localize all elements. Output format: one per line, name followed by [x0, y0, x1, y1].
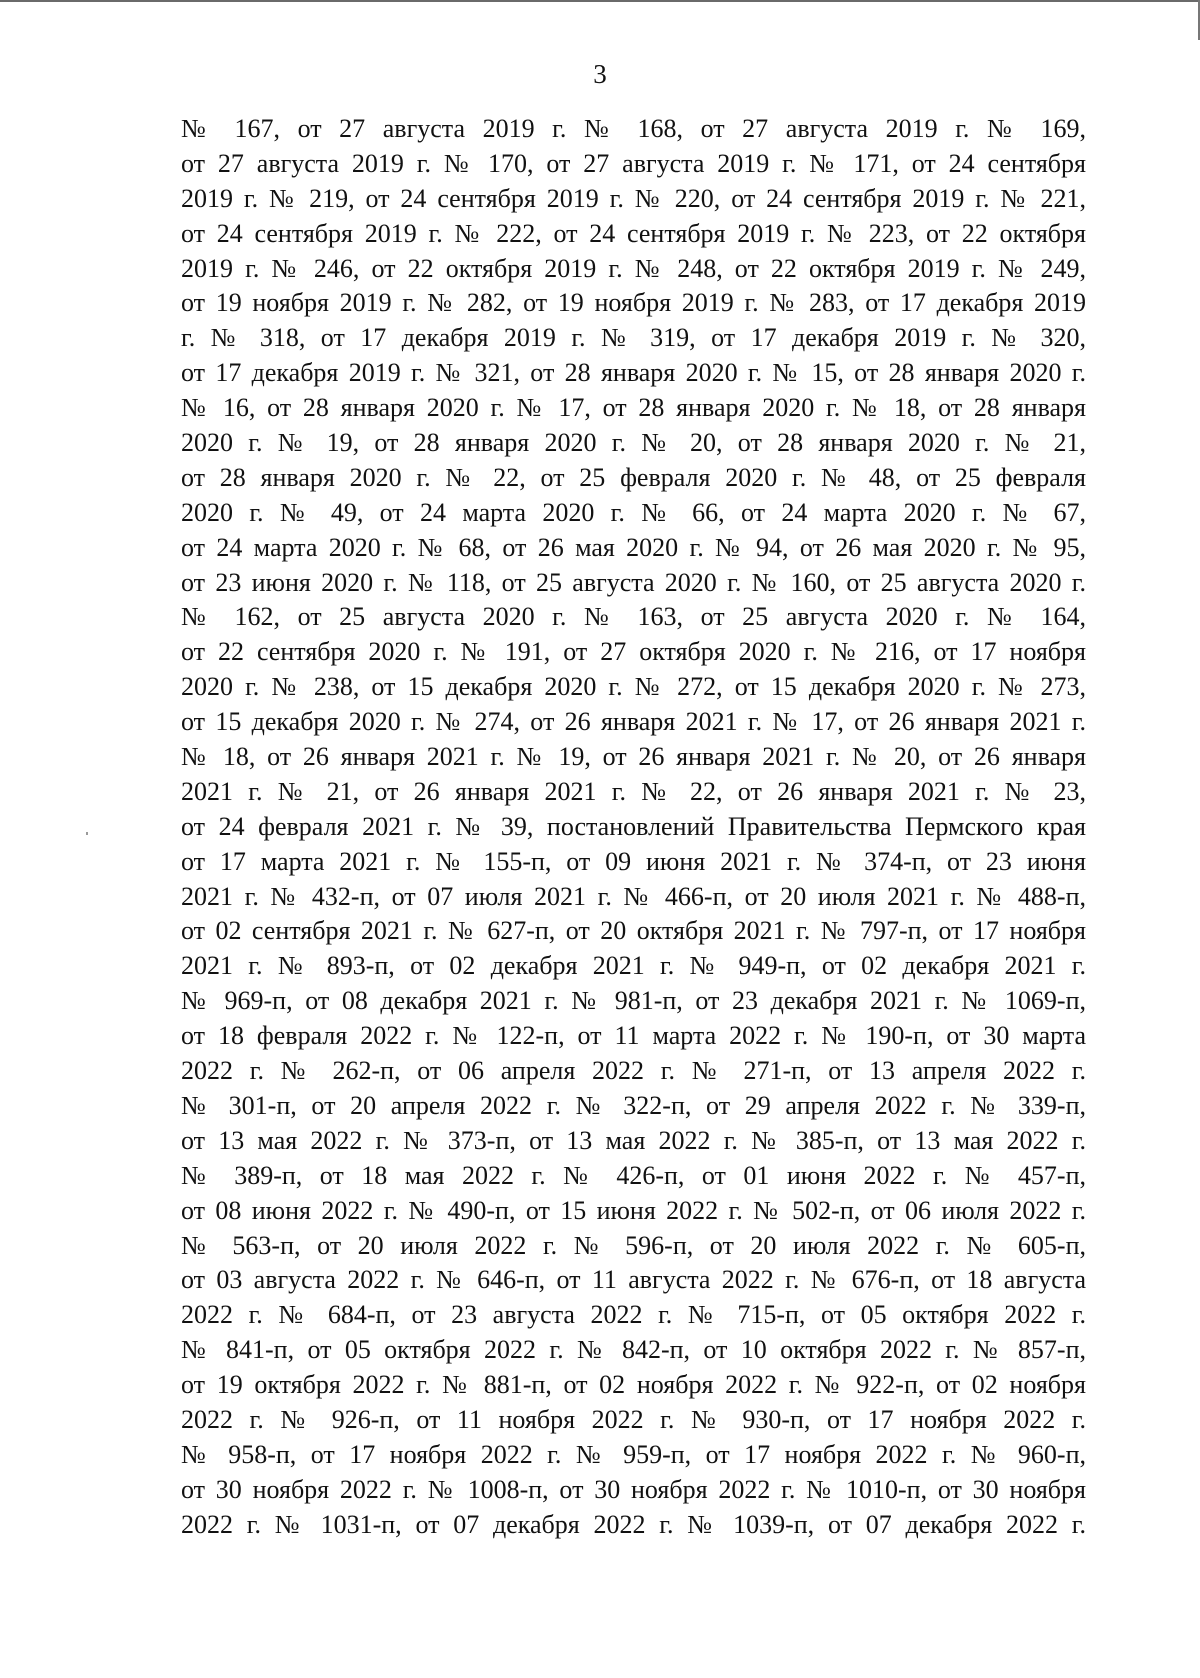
- text-line-content: от 17 декабря 2019 г. № 321, от 28 января 2020 г. № 15, от 28 января 2020 г.: [181, 358, 1086, 388]
- text-line-content: от 15 декабря 2020 г. № 274, от 26 января 2021 г. № 17, от 26 января 2021 г.: [181, 707, 1086, 737]
- text-line-content: № 162, от 25 августа 2020 г. № 163, от 25 августа 2020 г. № 164,: [181, 602, 1086, 632]
- text-line-content: № 841-п, от 05 октября 2022 г. № 842-п, от 10 октября 2022 г. № 857-п,: [181, 1335, 1086, 1365]
- text-line: [181, 252, 1086, 287]
- text-line: [181, 182, 1086, 217]
- text-line-content: 2020 г. № 49, от 24 марта 2020 г. № 66, от 24 марта 2020 г. № 67,: [181, 497, 1086, 527]
- text-line: [181, 1263, 1086, 1298]
- text-line: [181, 217, 1086, 252]
- text-line: [181, 112, 1086, 147]
- body-text: [181, 112, 1086, 1543]
- text-line-content: № 563-п, от 20 июля 2022 г. № 596-п, от 20 июля 2022 г. № 605-п,: [181, 1230, 1086, 1260]
- text-line-content: от 18 февраля 2022 г. № 122-п, от 11 марта 2022 г. № 190-п, от 30 марта: [181, 1021, 1086, 1051]
- text-line: [181, 496, 1086, 531]
- text-line-content: от 24 сентября 2019 г. № 222, от 24 сентября 2019 г. № 223, от 22 октября: [181, 218, 1086, 248]
- text-line-content: от 28 января 2020 г. № 22, от 25 февраля 2020 г. № 48, от 25 февраля: [181, 462, 1086, 492]
- text-line-content: 2020 г. № 19, от 28 января 2020 г. № 20, от 28 января 2020 г. № 21,: [181, 428, 1086, 458]
- text-line: [181, 670, 1086, 705]
- text-line: [181, 426, 1086, 461]
- text-line-content: от 19 октября 2022 г. № 881-п, от 02 ноября 2022 г. № 922-п, от 02 ноября: [181, 1370, 1086, 1400]
- text-line-content: от 08 июня 2022 г. № 490-п, от 15 июня 2022 г. № 502-п, от 06 июля 2022 г.: [181, 1195, 1086, 1225]
- text-line-content: 2022 г. № 1031-п, от 07 декабря 2022 г. № 1039-п, от 07 декабря 2022 г.: [181, 1509, 1086, 1539]
- text-line: [181, 880, 1086, 915]
- text-line: [181, 1124, 1086, 1159]
- text-line: [181, 286, 1086, 321]
- text-line-content: от 30 ноября 2022 г. № 1008-п, от 30 ноября 2022 г. № 1010-п, от 30 ноября: [181, 1474, 1086, 1504]
- text-line-content: № 958-п, от 17 ноября 2022 г. № 959-п, от 17 ноября 2022 г. № 960-п,: [181, 1439, 1086, 1469]
- text-line-content: 2020 г. № 238, от 15 декабря 2020 г. № 272, от 15 декабря 2020 г. № 273,: [181, 672, 1086, 702]
- text-line: [181, 1438, 1086, 1473]
- text-line-content: 2019 г. № 219, от 24 сентября 2019 г. № 220, от 24 сентября 2019 г. № 221,: [181, 183, 1086, 213]
- text-line-content: от 02 сентября 2021 г. № 627-п, от 20 октября 2021 г. № 797-п, от 17 ноября: [181, 916, 1086, 946]
- text-line: [181, 775, 1086, 810]
- text-line-content: № 18, от 26 января 2021 г. № 19, от 26 января 2021 г. № 20, от 26 января: [181, 742, 1086, 772]
- text-line-content: 2021 г. № 432-п, от 07 июля 2021 г. № 466-п, от 20 июля 2021 г. № 488-п,: [181, 881, 1086, 911]
- text-line-content: № 167, от 27 августа 2019 г. № 168, от 27 августа 2019 г. № 169,: [181, 114, 1086, 143]
- text-line: [181, 1333, 1086, 1368]
- text-line-content: от 27 августа 2019 г. № 170, от 27 августа 2019 г. № 171, от 24 сентября: [181, 148, 1086, 178]
- text-line: [181, 391, 1086, 426]
- text-line-content: № 969-п, от 08 декабря 2021 г. № 981-п, от 23 декабря 2021 г. № 1069-п,: [181, 986, 1086, 1016]
- text-line-content: от 23 июня 2020 г. № 118, от 25 августа 2020 г. № 160, от 25 августа 2020 г.: [181, 567, 1086, 597]
- text-line: [181, 1019, 1086, 1054]
- text-line: [181, 321, 1086, 356]
- text-line: [181, 635, 1086, 670]
- text-line: [181, 1089, 1086, 1124]
- text-line-content: 2022 г. № 684-п, от 23 августа 2022 г. № 715-п, от 05 октября 2022 г.: [181, 1300, 1086, 1330]
- text-line: [181, 1159, 1086, 1194]
- text-line-content: от 19 ноября 2019 г. № 282, от 19 ноября 2019 г. № 283, от 17 декабря 2019: [181, 288, 1086, 318]
- text-line: [181, 740, 1086, 775]
- text-line-content: № 16, от 28 января 2020 г. № 17, от 28 января 2020 г. № 18, от 28 января: [181, 393, 1086, 423]
- text-line: [181, 705, 1086, 740]
- text-line: [181, 1298, 1086, 1333]
- text-line: [181, 1403, 1086, 1438]
- text-line-content: от 03 августа 2022 г. № 646-п, от 11 августа 2022 г. № 676-п, от 18 августа: [181, 1265, 1086, 1295]
- text-line: [181, 845, 1086, 880]
- scan-speck: [86, 832, 88, 835]
- page-number: 3: [593, 59, 607, 89]
- text-line: [181, 356, 1086, 391]
- text-line: [181, 984, 1086, 1019]
- text-line: [181, 147, 1086, 182]
- text-line-content: от 22 сентября 2020 г. № 191, от 27 октября 2020 г. № 216, от 17 ноября: [181, 637, 1086, 667]
- text-line-content: 2021 г. № 893-п, от 02 декабря 2021 г. № 949-п, от 02 декабря 2021 г.: [181, 951, 1086, 981]
- text-line-content: от 13 мая 2022 г. № 373-п, от 13 мая 2022 г. № 385-п, от 13 мая 2022 г.: [181, 1125, 1086, 1155]
- text-line-content: от 17 марта 2021 г. № 155-п, от 09 июня 2021 г. № 374-п, от 23 июня: [181, 846, 1086, 876]
- text-line-content: 2022 г. № 926-п, от 11 ноября 2022 г. № 930-п, от 17 ноября 2022 г.: [181, 1404, 1086, 1434]
- text-line: [181, 949, 1086, 984]
- text-line-content: г. № 318, от 17 декабря 2019 г. № 319, от 17 декабря 2019 г. № 320,: [181, 323, 1086, 353]
- text-line: [181, 810, 1086, 845]
- text-line-content: от 24 марта 2020 г. № 68, от 26 мая 2020 г. № 94, от 26 мая 2020 г. № 95,: [181, 532, 1086, 562]
- text-line: [181, 1229, 1086, 1264]
- text-line-content: 2021 г. № 21, от 26 января 2021 г. № 22, от 26 января 2021 г. № 23,: [181, 776, 1086, 806]
- text-line-content: № 389-п, от 18 мая 2022 г. № 426-п, от 01 июня 2022 г. № 457-п,: [181, 1160, 1086, 1190]
- text-line-content: № 301-п, от 20 апреля 2022 г. № 322-п, от 29 апреля 2022 г. № 339-п,: [181, 1090, 1086, 1120]
- text-line-content: 2019 г. № 246, от 22 октября 2019 г. № 248, от 22 октября 2019 г. № 249,: [181, 253, 1086, 283]
- text-line: [181, 461, 1086, 496]
- text-line: [181, 1508, 1086, 1543]
- text-line-content: 2022 г. № 262-п, от 06 апреля 2022 г. № 271-п, от 13 апреля 2022 г.: [181, 1056, 1086, 1086]
- text-line: [181, 531, 1086, 566]
- text-line: [181, 566, 1086, 601]
- text-line: [181, 1194, 1086, 1229]
- text-line: [181, 1368, 1086, 1403]
- text-line: [181, 1473, 1086, 1508]
- text-line: [181, 1054, 1086, 1089]
- scan-edge-top: [0, 0, 1200, 2]
- text-line-content: от 24 февраля 2021 г. № 39, постановлений Правительства Пермского края: [181, 811, 1086, 841]
- text-line: [181, 914, 1086, 949]
- text-line: [181, 600, 1086, 635]
